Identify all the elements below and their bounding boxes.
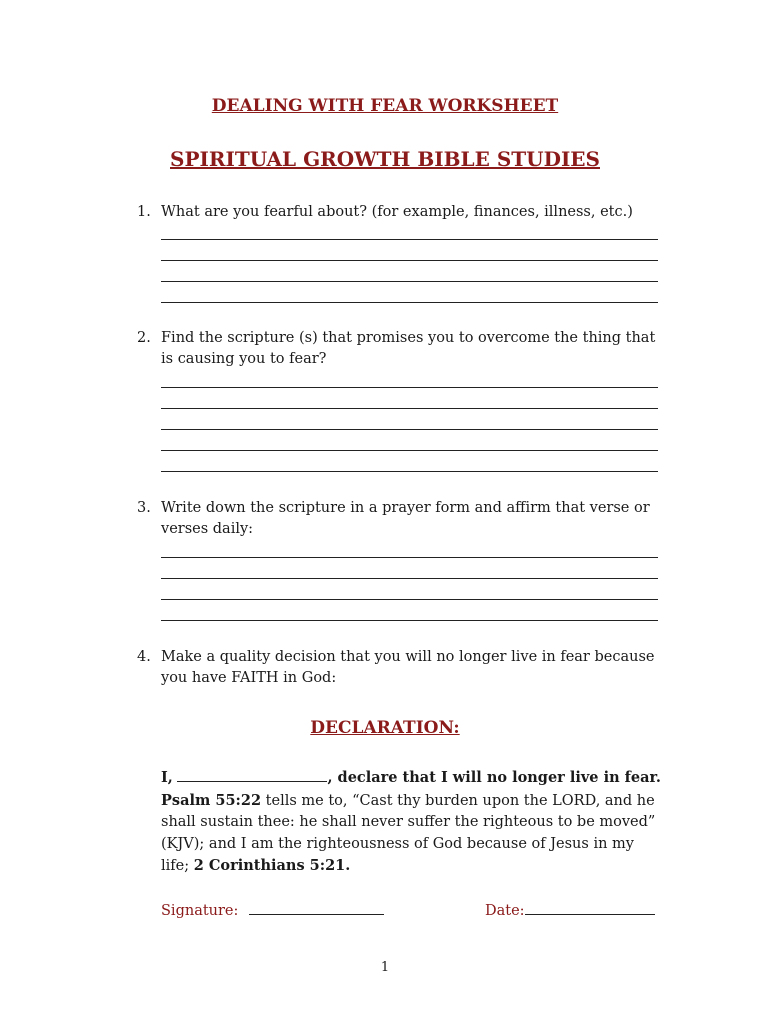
question-3 [137,498,657,540]
psalm-reference: Psalm 55:22 [161,791,262,809]
answer-line[interactable] [161,219,658,240]
question-number: 1. [137,204,151,220]
question-text: Write down the scripture in a prayer form and affirm that verse or verses daily: [161,500,650,537]
date-block [485,901,655,919]
answer-line[interactable] [161,558,658,579]
declaration-i: I, [161,769,173,786]
question-text: What are you fearful about? (for example, finances, illness, etc.) [161,204,633,220]
date-label: Date: [485,903,525,919]
question-4 [137,647,657,689]
worksheet-subtitle: SPIRITUAL GROWTH BIBLE STUDIES [170,147,600,171]
declaration-paragraph [161,767,661,878]
answer-lines-3 [161,537,658,621]
signature-label: Signature: [161,903,239,919]
question-text: Make a quality decision that you will no longer live in fear because you have FAITH in God: [161,649,655,686]
answer-line[interactable] [161,537,658,558]
answer-line[interactable] [161,579,658,600]
answer-line[interactable] [161,367,658,388]
question-2 [137,328,657,370]
answer-line[interactable] [161,261,658,282]
signature-block [161,901,384,919]
answer-lines-1 [161,219,658,303]
question-number: 4. [137,649,151,665]
answer-line[interactable] [161,240,658,261]
worksheet-title: DEALING WITH FEAR WORKSHEET [211,96,559,116]
declaration-statement: , declare that I will no longer live in fear. [327,769,661,786]
declaration-heading: DECLARATION: [310,718,460,738]
answer-lines-2 [161,367,658,472]
question-number: 3. [137,500,151,516]
answer-line[interactable] [161,388,658,409]
signature-field[interactable] [249,901,384,915]
question-number: 2. [137,330,151,346]
name-blank-field[interactable] [177,769,327,782]
answer-line[interactable] [161,282,658,303]
date-field[interactable] [525,901,655,915]
answer-line[interactable] [161,600,658,621]
page-number: 1 [380,960,390,975]
answer-line[interactable] [161,430,658,451]
psalm-text: tells me to, “Cast thy burden upon the LORD, and he shall sustain thee: he shall never suffer the righteous to be moved” (KJV); and I am the righteousness of God because of Jesus in my life; [161,792,656,874]
question-text: Find the scripture (s) that promises you to overcome the thing that is causing you to fear? [161,330,656,367]
corinthians-reference: 2 Corinthians 5:21. [193,857,351,874]
answer-line[interactable] [161,409,658,430]
answer-line[interactable] [161,451,658,472]
